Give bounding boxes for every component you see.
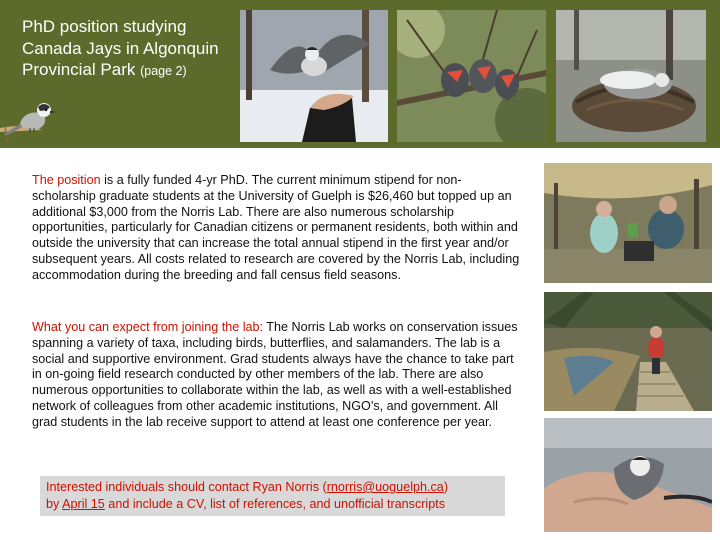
photo-jay-on-snowy-nest bbox=[556, 10, 706, 142]
photo-jay-landing-on-hand bbox=[240, 10, 388, 142]
lab-paragraph bbox=[32, 320, 522, 431]
photo-hand-holding-jay bbox=[544, 418, 712, 532]
header-banner bbox=[0, 0, 720, 148]
position-heading: The position bbox=[32, 173, 101, 187]
page-number-note: (page 2) bbox=[140, 64, 187, 78]
canada-jay-icon bbox=[0, 98, 62, 143]
contact-line-1: Interested individuals should contact Ryan Norris (rnorris@uoguelph.ca) bbox=[46, 480, 449, 494]
position-text: is a fully funded 4-yr PhD. The current minimum stipend for non-scholarship graduate students at the University of Guelph is $26,460 but topped up an additional $3,000 from the Norris Lab. There are also numerous scholarship opportunities, particularly for Canadian citizens or permanent residents, both within and outside the university that can increase the total annual stipend in the first year and/or subsequent years. All costs related to research are covered by the Norris Lab, including accommodation during the breeding and fall census field seasons. bbox=[32, 173, 520, 282]
photo-jay-nestlings bbox=[397, 10, 546, 142]
email-link[interactable]: rnorris@uoguelph.ca bbox=[326, 480, 444, 494]
page-title: PhD position studying Canada Jays in Algonquin Provincial Park (page 2) bbox=[22, 17, 219, 79]
lab-text: The Norris Lab works on conservation issues spanning a variety of taxa, including birds, butterflies, and salamanders. The lab is a social and supportive environment. Grad students always have the chance to take part in on-going field research conducted by other members of the lab. There are also numerous opportunities to collaborate within the lab, as well as with a well-established network of colleagues from other academic institutions, NGO’s, and government. All grad students in the lab receive support to attend at least one conference per year. bbox=[32, 320, 518, 429]
contact-box bbox=[40, 476, 505, 516]
photo-boardwalk-marsh bbox=[544, 292, 712, 411]
photo-field-camp-tarp bbox=[544, 163, 712, 283]
position-paragraph bbox=[32, 173, 522, 284]
deadline-date: April 15 bbox=[62, 496, 105, 511]
lab-heading: What you can expect from joining the lab: bbox=[32, 320, 264, 334]
contact-line-2: by April 15 and include a CV, list of references, and unofficial transcripts bbox=[46, 496, 446, 511]
